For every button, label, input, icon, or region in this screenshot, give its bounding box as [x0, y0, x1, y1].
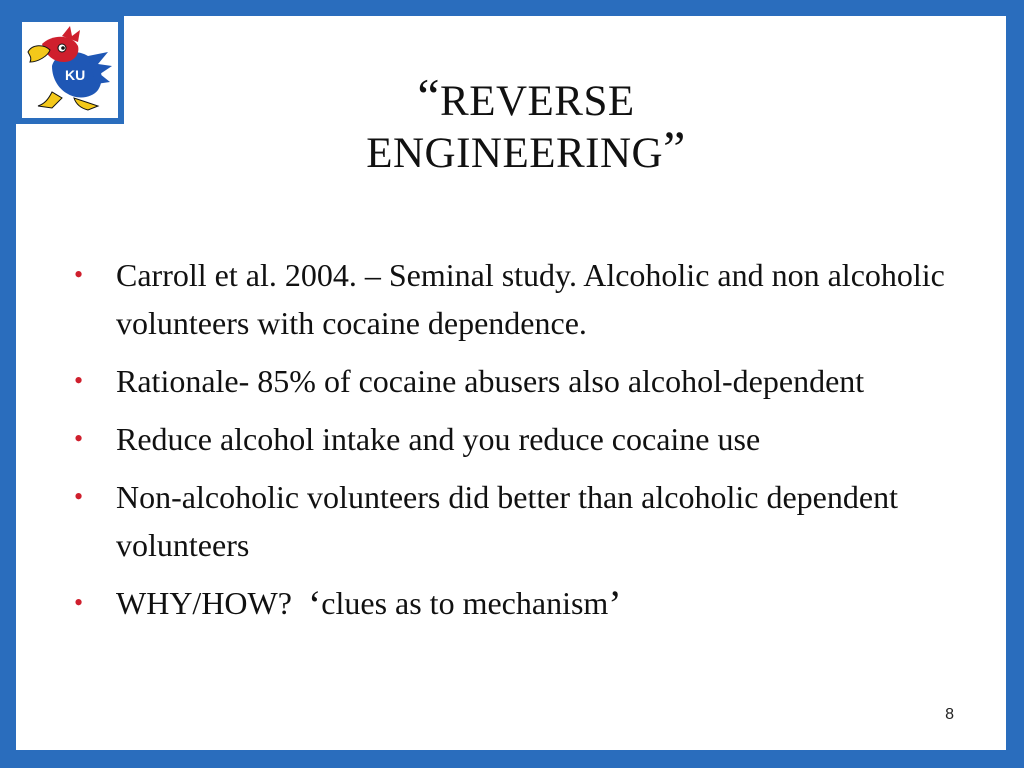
bullet-text: Rationale- 85% of cocaine abusers also alcohol-dependent [116, 363, 865, 399]
bullet-close-quote: ’ [608, 582, 622, 627]
bullet-marker: • [74, 424, 84, 453]
title-close-quote: ” [663, 120, 686, 176]
bullet-marker: • [74, 482, 84, 511]
bullet-list [68, 251, 968, 637]
title-line-2: ENGINEERING [366, 130, 664, 177]
bullet-marker: • [74, 260, 84, 289]
bullet-item [68, 579, 968, 627]
bullet-text: Reduce alcohol intake and you reduce cocaine use [116, 421, 761, 457]
bullet-marker: • [74, 366, 84, 395]
bullet-item [68, 251, 968, 347]
bullet-prefix: WHY/HOW? [116, 585, 292, 621]
bullet-text: Non-alcoholic volunteers did better than alcoholic dependent volunteers [116, 479, 898, 563]
jayhawk-logo-graphic [22, 22, 118, 118]
bullet-item [68, 415, 968, 463]
page-number: 8 [945, 706, 954, 723]
bullet-text: clues as to mechanism [321, 585, 609, 621]
bullet-item [68, 473, 968, 569]
slide-title [216, 68, 836, 180]
logo-text: KU [65, 67, 86, 83]
slide-canvas [16, 16, 1006, 750]
bullet-open-quote: ‘ [307, 582, 322, 627]
logo-frame [16, 16, 124, 124]
bullet-marker: • [74, 588, 84, 617]
jayhawk-logo-icon [22, 22, 118, 118]
bullet-item [68, 357, 968, 405]
title-open-quote: “ [417, 68, 441, 124]
title-line-1: REVERSE [440, 78, 635, 125]
bullet-text: Carroll et al. 2004. – Seminal study. Alcoholic and non alcoholic volunteers with cocaine dependence. [116, 257, 945, 341]
